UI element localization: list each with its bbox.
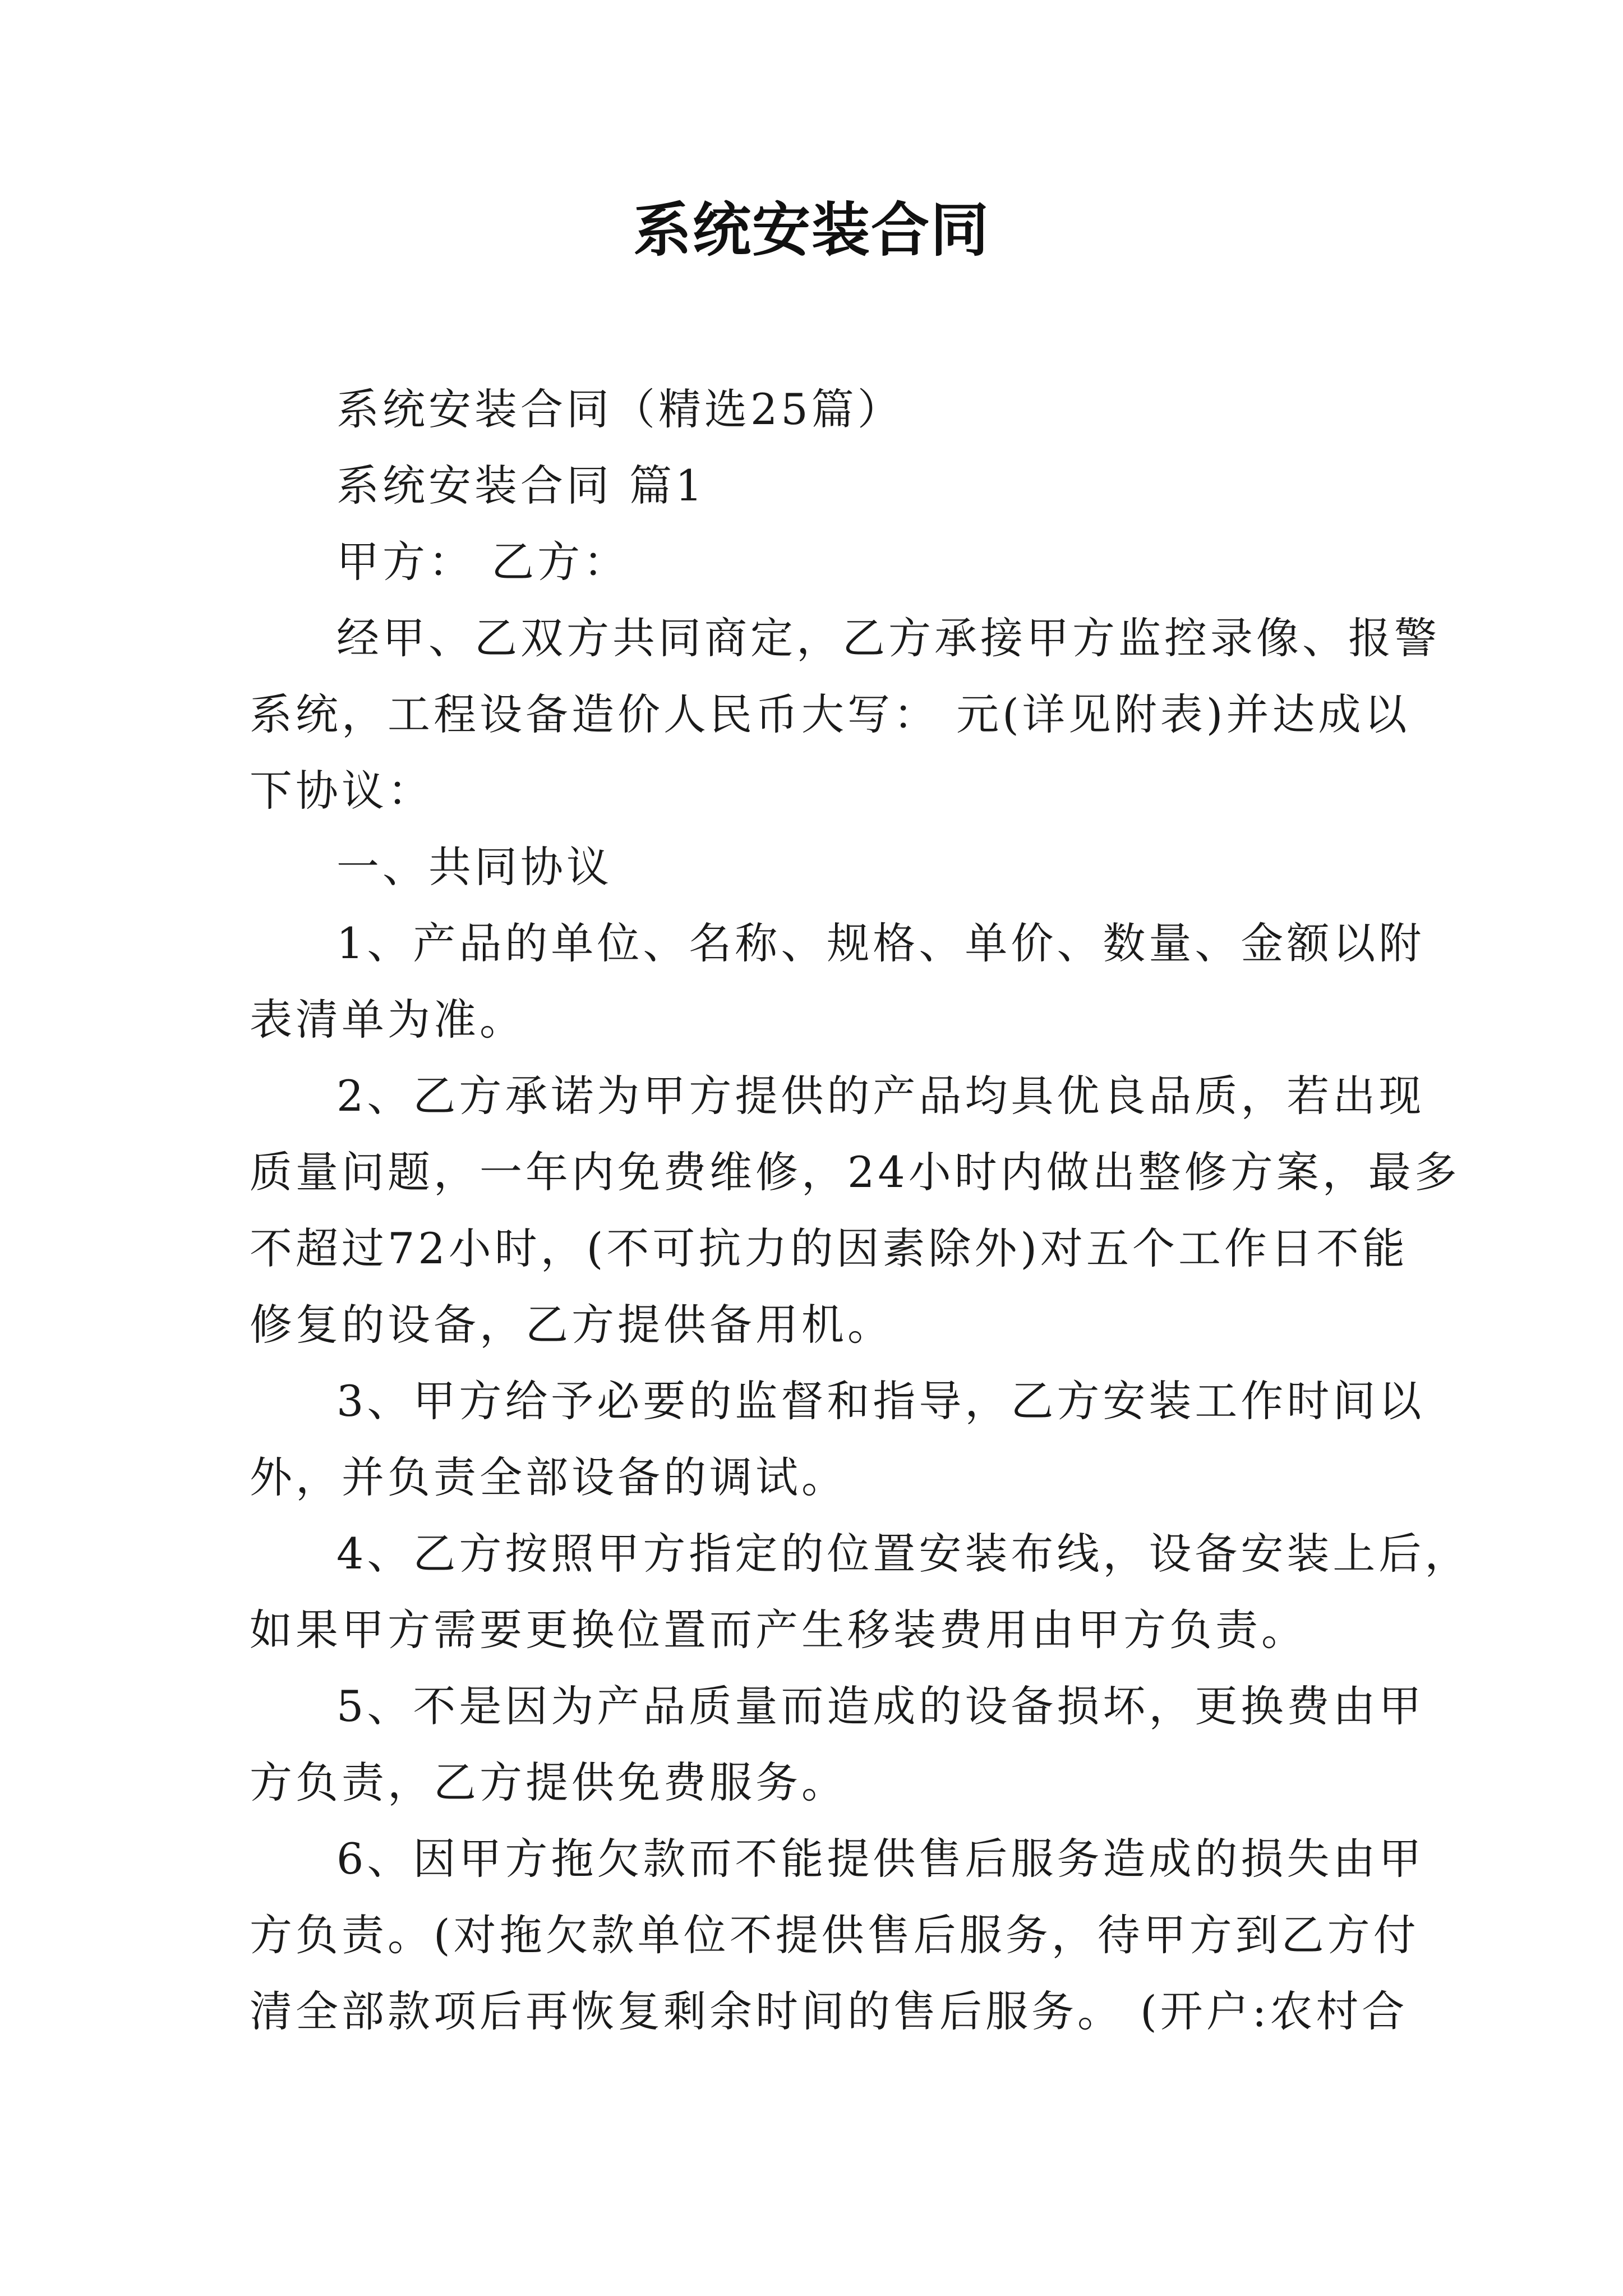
text-line: 质量问题，一年内免费维修，24小时内做出整修方案，最多 [250, 1147, 1460, 1197]
text-line: 系统安装合同 篇1 [336, 461, 706, 510]
text-line: 一、共同协议 [336, 842, 612, 892]
text-line: 修复的设备，乙方提供备用机。 [250, 1300, 893, 1350]
text-line: 6、因甲方拖欠款而不能提供售后服务造成的损失由甲 [336, 1834, 1425, 1884]
text-line: 2、乙方承诺为甲方提供的产品均具优良品质，若出现 [336, 1071, 1425, 1121]
text-line: 1、产品的单位、名称、规格、单价、数量、金额以附 [336, 918, 1425, 968]
text-line: 3、甲方给予必要的监督和指导，乙方安装工作时间以 [336, 1376, 1425, 1426]
text-line: 表清单为准。 [250, 995, 525, 1045]
text-line: 5、不是因为产品质量而造成的设备损坏，更换费由甲 [336, 1681, 1425, 1731]
text-line: 经甲、乙双方共同商定，乙方承接甲方监控录像、报警 [336, 613, 1440, 663]
text-line: 甲方： 乙方： [336, 537, 630, 587]
text-line: 下协议： [250, 766, 434, 816]
document-title: 系统安装合同 [633, 195, 990, 264]
text-line: 方负责。(对拖欠款单位不提供售后服务，待甲方到乙方付 [250, 1910, 1419, 1960]
text-line: 如果甲方需要更换位置而产生移装费用由甲方负责。 [250, 1605, 1307, 1655]
text-line: 外，并负责全部设备的调试。 [250, 1452, 847, 1502]
text-line: 方负责，乙方提供免费服务。 [250, 1757, 847, 1807]
text-line: 清全部款项后再恢复剩余时间的售后服务。 (开户:农村合 [250, 1986, 1408, 2036]
text-line: 系统安装合同（精选25篇） [336, 384, 903, 434]
text-line: 系统，工程设备造价人民币大写： 元(详见附表)并达成以 [250, 689, 1410, 739]
text-line: 4、乙方按照甲方指定的位置安装布线，设备安装上后， [336, 1529, 1471, 1579]
text-line: 不超过72小时，(不可抗力的因素除外)对五个工作日不能 [250, 1223, 1409, 1273]
